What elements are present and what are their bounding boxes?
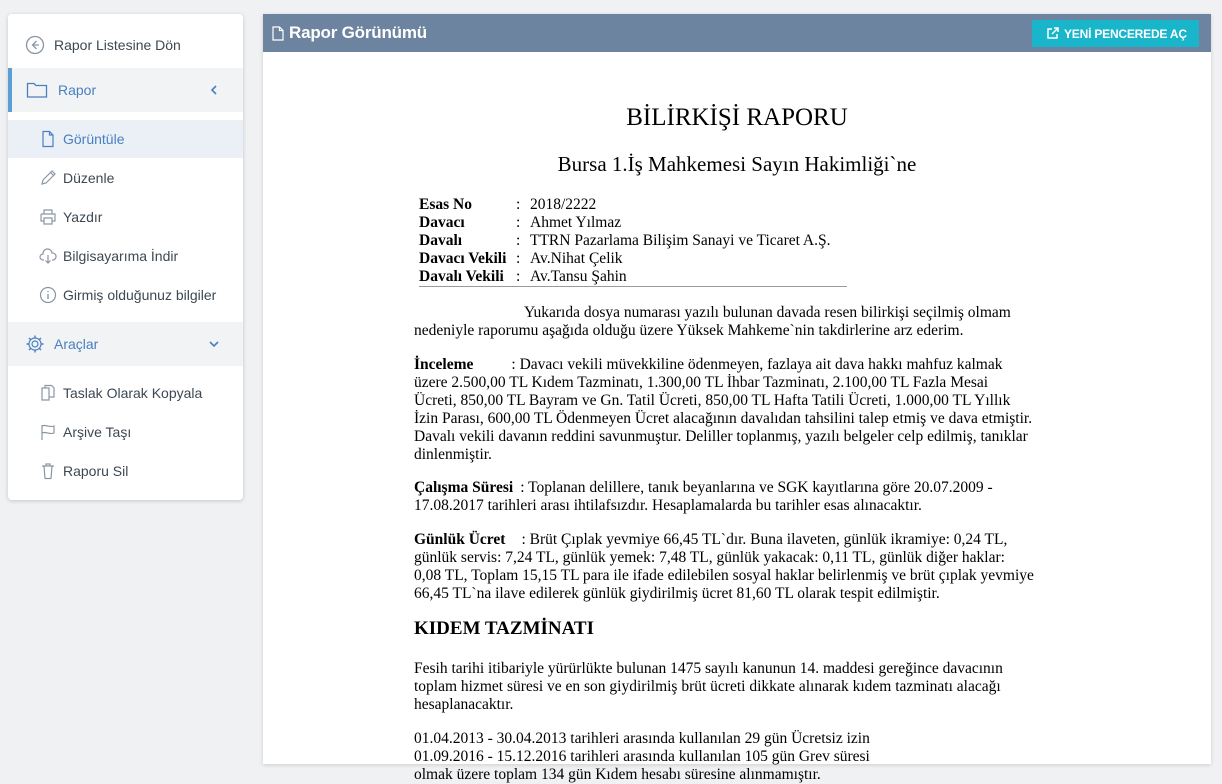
report-document	[263, 52, 1211, 783]
chevron-down-icon	[207, 337, 221, 351]
sidebar-item-label: Girmiş olduğunuz bilgiler	[63, 287, 217, 303]
printer-icon	[39, 208, 57, 226]
info-row: Davacı : Ahmet Yılmaz	[419, 214, 622, 231]
court-name: Bursa 1.İş Mahkemesi Sayın Hakimliği`ne	[557, 152, 917, 176]
sidebar-item-label: Taslak Olarak Kopyala	[63, 385, 203, 401]
document-icon	[39, 130, 57, 148]
gunluk-ucret-paragraph: Günlük Ücret : Brüt Çıplak yevmiye 66,45 TL`dır. Buna ilaveten, günlük ikramiye: 0,24 TL, günlük servis: 7,24 TL, günlük yemek: 7,48 TL, günlük yakacak: 0,11 TL, günlük diğer haklar: 0,08 TL, Toplam 15,15 TL para ile ifade edilebilen sosyal haklar belirlenmiş ve brüt çıplak yevmiye 66,45 TL`na ilave edilerek günlük giydirilmiş ücret 81,60 TL olarak tespit edilmiştir.	[414, 531, 1034, 602]
inceleme-paragraph: İnceleme : Davacı vekili müvekkiline ödenmeyen, fazlaya ait dava hakkı mahfuz kalmak üzere 2.500,00 TL Kıdem Tazminatı, 1.300,00 TL İhbar Tazminatı, 2.100,00 TL Fazla Mesai Ücreti, 850,00 TL Bayram ve Gn. Tatil Ücreti, 850,00 TL Hafta Tatili Ücreti, 1.000,00 TL Yıllık İzin Parası, 600,00 TL Ödenmeyen Ücret alacağının davalıdan tahsilini talep etmiş ve dava etmiştir. Davalı vekili davanın reddini savunmuştur. Deliller toplanmış, yazılı belgeler celp edilmiş, tanıklar dinlenmiştir.	[414, 356, 1033, 463]
external-link-icon	[1046, 27, 1059, 40]
case-info-table	[419, 196, 847, 287]
info-row: Esas No : 2018/2222	[419, 196, 597, 213]
info-key: Esas No	[419, 196, 472, 213]
back-to-report-list[interactable]	[8, 30, 243, 60]
section-araclar[interactable]	[8, 322, 243, 366]
sidebar-item-duzenle[interactable]	[8, 159, 243, 197]
section-araclar-label: Araçlar	[54, 336, 99, 352]
calisma-label: Çalışma Süresi	[414, 479, 514, 496]
sidebar-item-sil[interactable]	[8, 452, 243, 490]
gunluk-label: Günlük Ücret	[414, 531, 506, 548]
report-panel	[263, 14, 1211, 783]
section-rapor[interactable]	[8, 68, 243, 112]
info-key: Davacı Vekili	[419, 250, 507, 267]
dates-paragraph: 01.04.2013 - 30.04.2013 tarihleri arasında kullanılan 29 gün Ücretsiz izin 01.09.2016 - 15.12.2016 tarihleri arasında kullanılan 105 gün Grev süresi olmak üzere toplam 134 gün Kıdem hesabı süresine alınmamıştır.	[414, 730, 870, 783]
info-row: Davalı Vekili : Av.Tansu Şahin	[419, 268, 627, 285]
sidebar-item-indir[interactable]	[8, 237, 243, 275]
info-row: Davacı Vekili : Av.Nihat Çelik	[419, 250, 623, 267]
info-value: Av.Nihat Çelik	[530, 250, 623, 267]
sidebar-item-yazdir[interactable]	[8, 198, 243, 236]
kidem-paragraph: Fesih tarihi itibariyle yürürlükte bulunan 1475 sayılı kanunun 14. maddesi gereğince davacının toplam hizmet süresi ve en son giydirilmiş brüt ücreti dikkate alınarak kıdem tazminatı alacağı hesaplanacaktır.	[414, 660, 1003, 713]
info-key: Davalı	[419, 232, 463, 249]
cloud-download-icon	[39, 247, 57, 265]
info-value: TTRN Pazarlama Bilişim Sanayi ve Ticaret A.Ş.	[530, 232, 831, 249]
report-title: BİLİRKİŞİ RAPORU	[626, 104, 848, 131]
intro-paragraph: Yukarıda dosya numarası yazılı bulunan davada resen bilirkişi seçilmiş olmam nedeniyle raporumu aşağıda olduğu üzere Yüksek Mahkeme`nin takdirlerine arz ederim.	[414, 304, 1011, 339]
sidebar-item-label: Görüntüle	[63, 131, 125, 147]
trash-icon	[39, 462, 57, 480]
folder-icon	[26, 80, 48, 100]
sidebar-item-label: Düzenle	[63, 170, 115, 186]
info-value: 2018/2222	[530, 196, 597, 213]
panel-title: Rapor Görünümü	[289, 23, 427, 42]
calisma-suresi-paragraph: Çalışma Süresi : Toplanan delillere, tanık beyanlarına ve SGK kayıtlarına göre 20.07.2009 - 17.08.2017 tarihleri arası ihtilafsızdır. Hesaplamalarda bu tarihler esas alınacaktır.	[414, 479, 993, 514]
back-label: Rapor Listesine Dön	[54, 37, 181, 53]
flag-icon	[39, 423, 57, 441]
arrow-left-circle-icon	[25, 35, 45, 55]
pencil-icon	[39, 169, 57, 187]
kidem-heading: KIDEM TAZMİNATI	[414, 618, 594, 639]
info-key: Davalı Vekili	[419, 268, 504, 285]
inceleme-label: İnceleme	[414, 356, 474, 373]
info-value: Ahmet Yılmaz	[530, 214, 622, 231]
sidebar-item-label: Raporu Sil	[63, 463, 129, 479]
sidebar-item-label: Arşive Taşı	[63, 424, 132, 440]
sidebar-item-label: Bilgisayarıma İndir	[63, 248, 179, 264]
open-in-new-window-button[interactable]	[1032, 20, 1199, 47]
info-icon	[39, 286, 57, 304]
sidebar-item-goruntule[interactable]	[8, 120, 243, 158]
chevron-left-icon	[207, 83, 221, 97]
gear-icon	[25, 334, 45, 354]
open-button-label: YENİ PENCEREDE AÇ	[1064, 27, 1187, 41]
info-value: Av.Tansu Şahin	[530, 268, 627, 285]
info-row: Davalı : TTRN Pazarlama Bilişim Sanayi ve Ticaret A.Ş.	[419, 232, 831, 249]
info-key: Davacı	[419, 214, 465, 231]
document-icon	[272, 26, 284, 41]
sidebar-item-arsiv[interactable]	[8, 413, 243, 451]
sidebar-item-label: Yazdır	[63, 209, 103, 225]
section-rapor-label: Rapor	[58, 82, 97, 98]
sidebar-item-taslak[interactable]	[8, 374, 243, 412]
sidebar-item-bilgiler[interactable]	[8, 276, 243, 314]
copy-icon	[39, 384, 57, 402]
sidebar	[8, 14, 243, 500]
panel-header	[263, 14, 1211, 52]
